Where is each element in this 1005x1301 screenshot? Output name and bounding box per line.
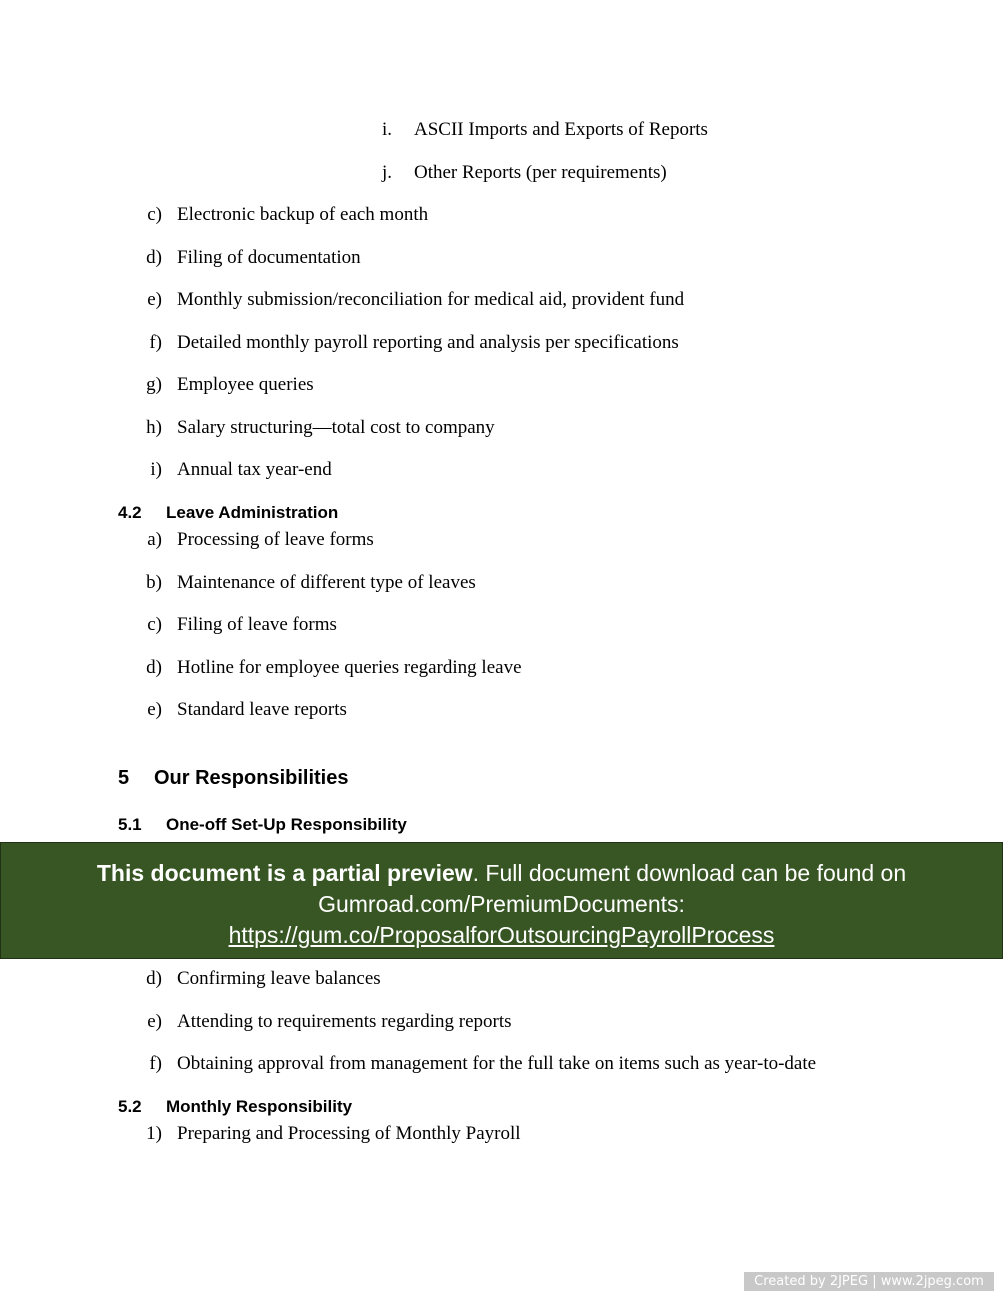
list-item-text: Confirming leave balances	[177, 968, 381, 989]
list-marker: i)	[150, 459, 162, 480]
list-marker: g)	[146, 374, 162, 395]
list-item-text: Obtaining approval from management for the full take on items such as year-to-date	[177, 1053, 817, 1074]
list-item-text: Detailed monthly payroll reporting and analysis per specifications	[177, 332, 679, 353]
list-marker: d)	[146, 657, 162, 678]
list-item-text: Attending to requirements regarding reports	[177, 1011, 512, 1032]
section-number: 5	[118, 767, 130, 789]
banner-line-1	[1, 858, 1002, 889]
list-marker: 1)	[146, 1123, 162, 1144]
section-title: One-off Set-Up Responsibility	[166, 815, 407, 834]
list-marker: j.	[381, 162, 392, 183]
list-marker: d)	[146, 247, 162, 268]
list-item-text: Processing of leave forms	[177, 529, 374, 550]
list-item-text: Annual tax year-end	[177, 459, 332, 480]
list-item-text: Filing of leave forms	[177, 614, 337, 635]
section-title: Our Responsibilities	[154, 767, 349, 789]
list-item-text: Employee queries	[177, 374, 314, 395]
section-number: 5.1	[118, 815, 142, 834]
list-marker: d)	[146, 968, 162, 989]
list-item-text: Standard leave reports	[177, 699, 347, 720]
section-title: Monthly Responsibility	[166, 1097, 353, 1116]
watermark-footer: Created by 2JPEG | www.2jpeg.com	[744, 1272, 994, 1291]
banner-text: . Full document download can be found on	[472, 860, 907, 886]
list-marker: f)	[149, 332, 162, 353]
list-marker: i.	[381, 119, 392, 140]
download-link[interactable]: https://gum.co/ProposalforOutsourcingPayrollProcess	[228, 922, 775, 948]
list-item-text: ASCII Imports and Exports of Reports	[414, 119, 708, 140]
list-item-text: Maintenance of different type of leaves	[177, 572, 476, 593]
list-marker: b)	[146, 572, 162, 593]
section-number: 5.2	[118, 1097, 142, 1116]
list-marker: c)	[147, 204, 162, 225]
list-item-text: Electronic backup of each month	[177, 204, 429, 225]
list-item-text: Hotline for employee queries regarding leave	[177, 657, 522, 678]
list-marker: e)	[147, 699, 162, 720]
list-item-text: Salary structuring—total cost to company	[177, 417, 495, 438]
banner-line-2: Gumroad.com/PremiumDocuments:	[318, 891, 685, 917]
list-marker: h)	[146, 417, 162, 438]
list-item-text: Other Reports (per requirements)	[414, 162, 667, 183]
section-title: Leave Administration	[166, 503, 339, 522]
list-marker: a)	[147, 529, 162, 550]
list-marker: e)	[147, 289, 162, 310]
list-item-text: Preparing and Processing of Monthly Payroll	[177, 1123, 521, 1144]
list-marker: c)	[147, 614, 162, 635]
banner-bold-text: This document is a partial preview	[96, 860, 473, 886]
list-marker: e)	[147, 1011, 162, 1032]
list-item-text: Monthly submission/reconciliation for medical aid, provident fund	[177, 289, 685, 310]
list-marker: f)	[149, 1053, 162, 1074]
preview-banner	[0, 842, 1003, 959]
list-item-text: Filing of documentation	[177, 247, 361, 268]
section-number: 4.2	[118, 503, 142, 522]
